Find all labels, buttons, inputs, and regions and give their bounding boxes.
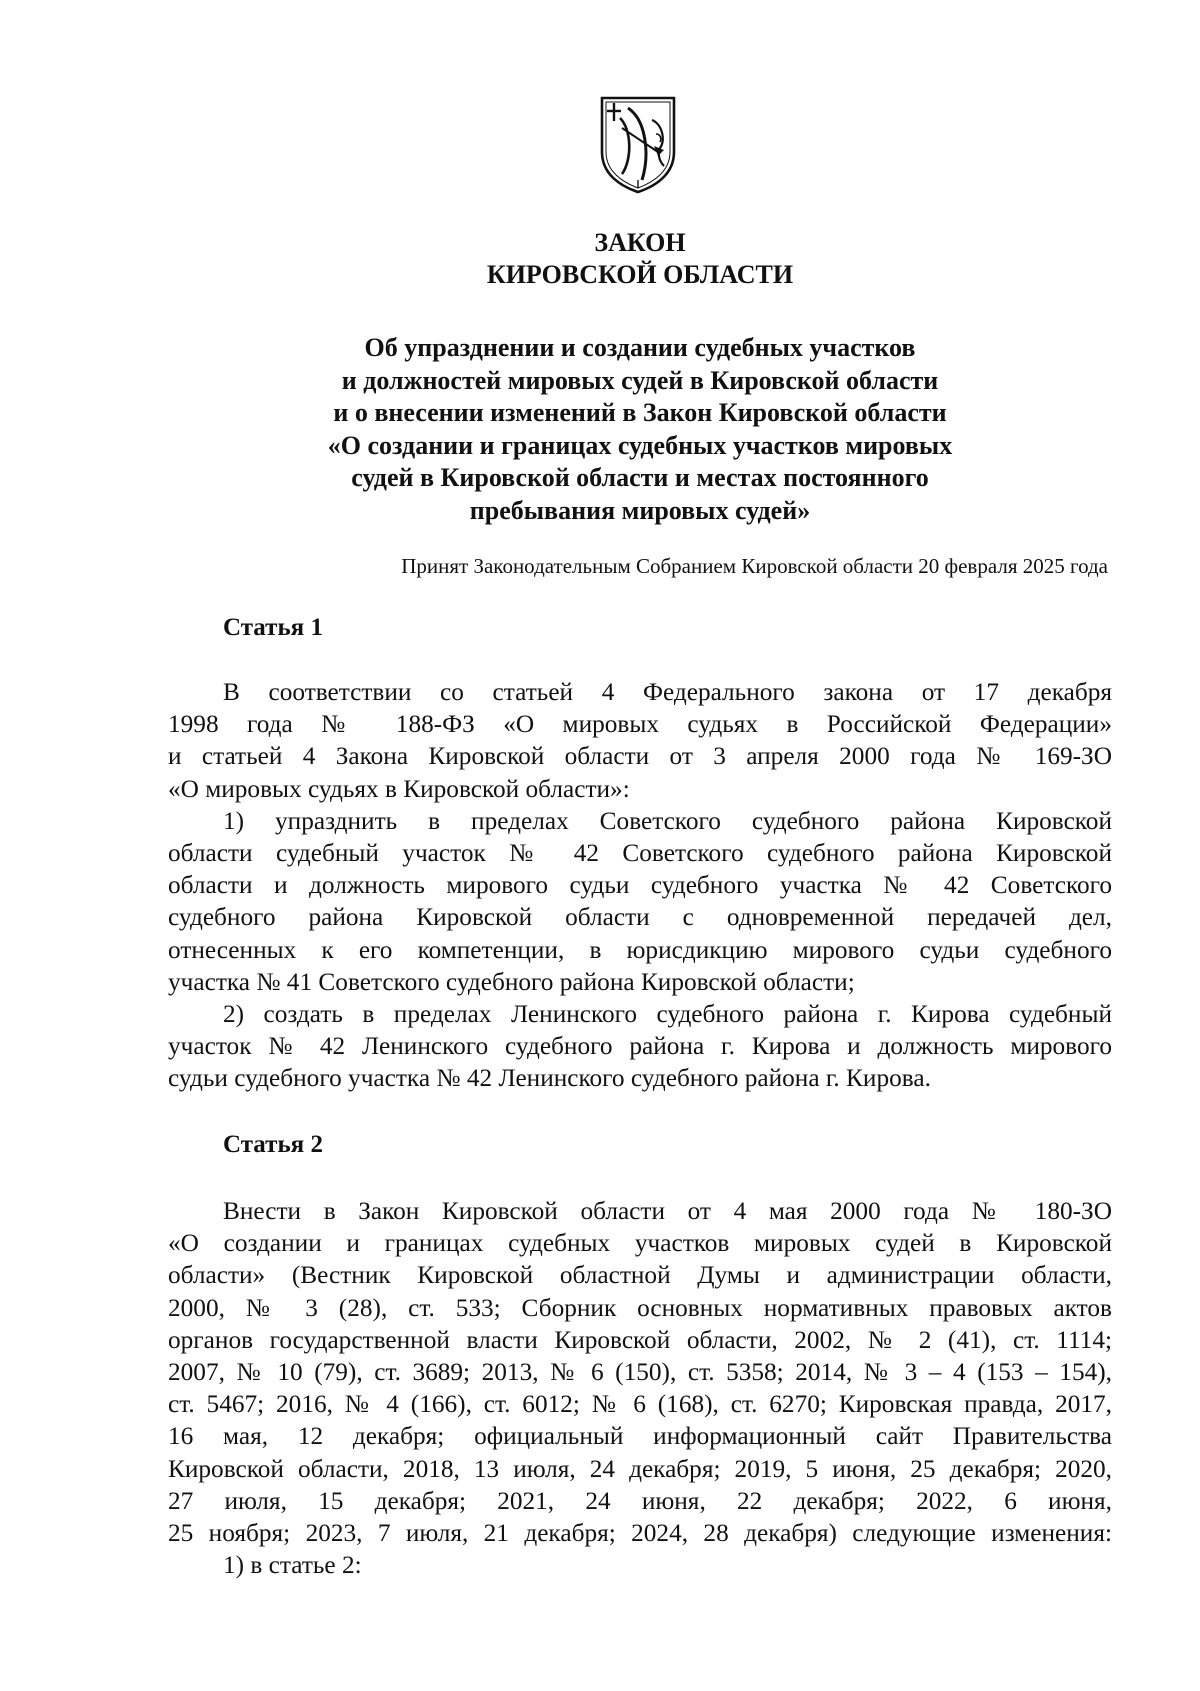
paragraph-line: 1) в статье 2:	[223, 1551, 362, 1580]
paragraph-line: области и должность мирового судьи судебного участка № 42 Советского	[168, 871, 1112, 900]
paragraph-line: отнесенных к его компетенции, в юрисдикцию мирового судьи судебного	[168, 935, 1112, 964]
paragraph-line: участок № 42 Ленинского судебного района г. Кирова и должность мирового	[168, 1032, 1112, 1061]
paragraph-line: «О мировых судьях в Кировской области»:	[168, 774, 630, 803]
article-1-title: Статья 1	[223, 614, 323, 641]
law-title: ЗАКОН	[594, 228, 686, 257]
paragraph-line: органов государственной власти Кировской области, 2002, № 2 (41), ст. 1114;	[168, 1325, 1112, 1354]
paragraph-line: области» (Вестник Кировской областной Думы и администрации области,	[168, 1261, 1112, 1290]
paragraph-line: Кировской области, 2018, 13 июля, 24 декабря; 2019, 5 июня, 25 декабря; 2020,	[168, 1454, 1112, 1483]
kirov-coat-of-arms-icon	[598, 94, 678, 194]
paragraph-line: судебного района Кировской области с одновременной передачей дел,	[168, 903, 1112, 932]
subject-line: Об упразднении и создании судебных участков	[364, 333, 916, 362]
article-2-title: Статья 2	[223, 1131, 323, 1158]
article-2-body	[168, 1195, 1112, 1581]
paragraph-line: и статьей 4 Закона Кировской области от 3 апреля 2000 года № 169-ЗО	[168, 742, 1112, 771]
adoption-note: Принят Законодательным Собранием Кировской области 20 февраля 2025 года	[401, 554, 1108, 578]
article-1-body	[168, 676, 1112, 1094]
subject-line: и о внесении изменений в Закон Кировской области	[333, 398, 947, 427]
paragraph-line: 16 мая, 12 декабря; официальный информационный сайт Правительства	[168, 1422, 1112, 1451]
paragraph-line: участка № 41 Советского судебного района Кировской области;	[168, 967, 855, 996]
subject-line: пребывания мировых судей»	[469, 495, 811, 525]
law-region-title: КИРОВСКОЙ ОБЛАСТИ	[486, 260, 794, 289]
paragraph-line: 2) создать в пределах Ленинского судебного района г. Кирова судебный	[223, 999, 1112, 1028]
paragraph-line: Внести в Закон Кировской области от 4 мая 2000 года № 180-ЗО	[223, 1197, 1112, 1225]
paragraph-line: 1) упразднить в пределах Советского судебного района Кировской	[223, 806, 1112, 835]
subject-line: и должностей мировых судей в Кировской области	[341, 365, 939, 395]
paragraph-line: области судебный участок № 42 Советского судебного района Кировской	[168, 838, 1112, 867]
paragraph-line: «О создании и границах судебных участков мировых судей в Кировской	[168, 1229, 1112, 1258]
paragraph-line: ст. 5467; 2016, № 4 (166), ст. 6012; № 6 (168), ст. 6270; Кировская правда, 2017,	[168, 1390, 1112, 1419]
paragraph-line: 2007, № 10 (79), ст. 3689; 2013, № 6 (150), ст. 5358; 2014, № 3 – 4 (153 – 154),	[168, 1357, 1112, 1386]
subject-line: судей в Кировской области и местах постоянного	[351, 463, 929, 492]
subject-line: «О создании и границах судебных участков мировых	[327, 430, 953, 460]
paragraph-line: 25 ноября; 2023, 7 июля, 21 декабря; 2024, 28 декабря) следующие изменения:	[168, 1518, 1112, 1547]
paragraph-line: судьи судебного участка № 42 Ленинского судебного района г. Кирова.	[168, 1064, 931, 1093]
paragraph-line: 1998 года № 188-ФЗ «О мировых судьях в Российской Федерации»	[168, 710, 1112, 739]
law-subject	[230, 332, 1050, 527]
paragraph-line: 2000, № 3 (28), ст. 533; Сборник основных нормативных правовых актов	[168, 1293, 1112, 1322]
paragraph-line: 27 июля, 15 декабря; 2021, 24 июня, 22 декабря; 2022, 6 июня,	[168, 1486, 1112, 1515]
paragraph-line: В соответствии со статьей 4 Федерального закона от 17 декабря	[223, 678, 1112, 706]
